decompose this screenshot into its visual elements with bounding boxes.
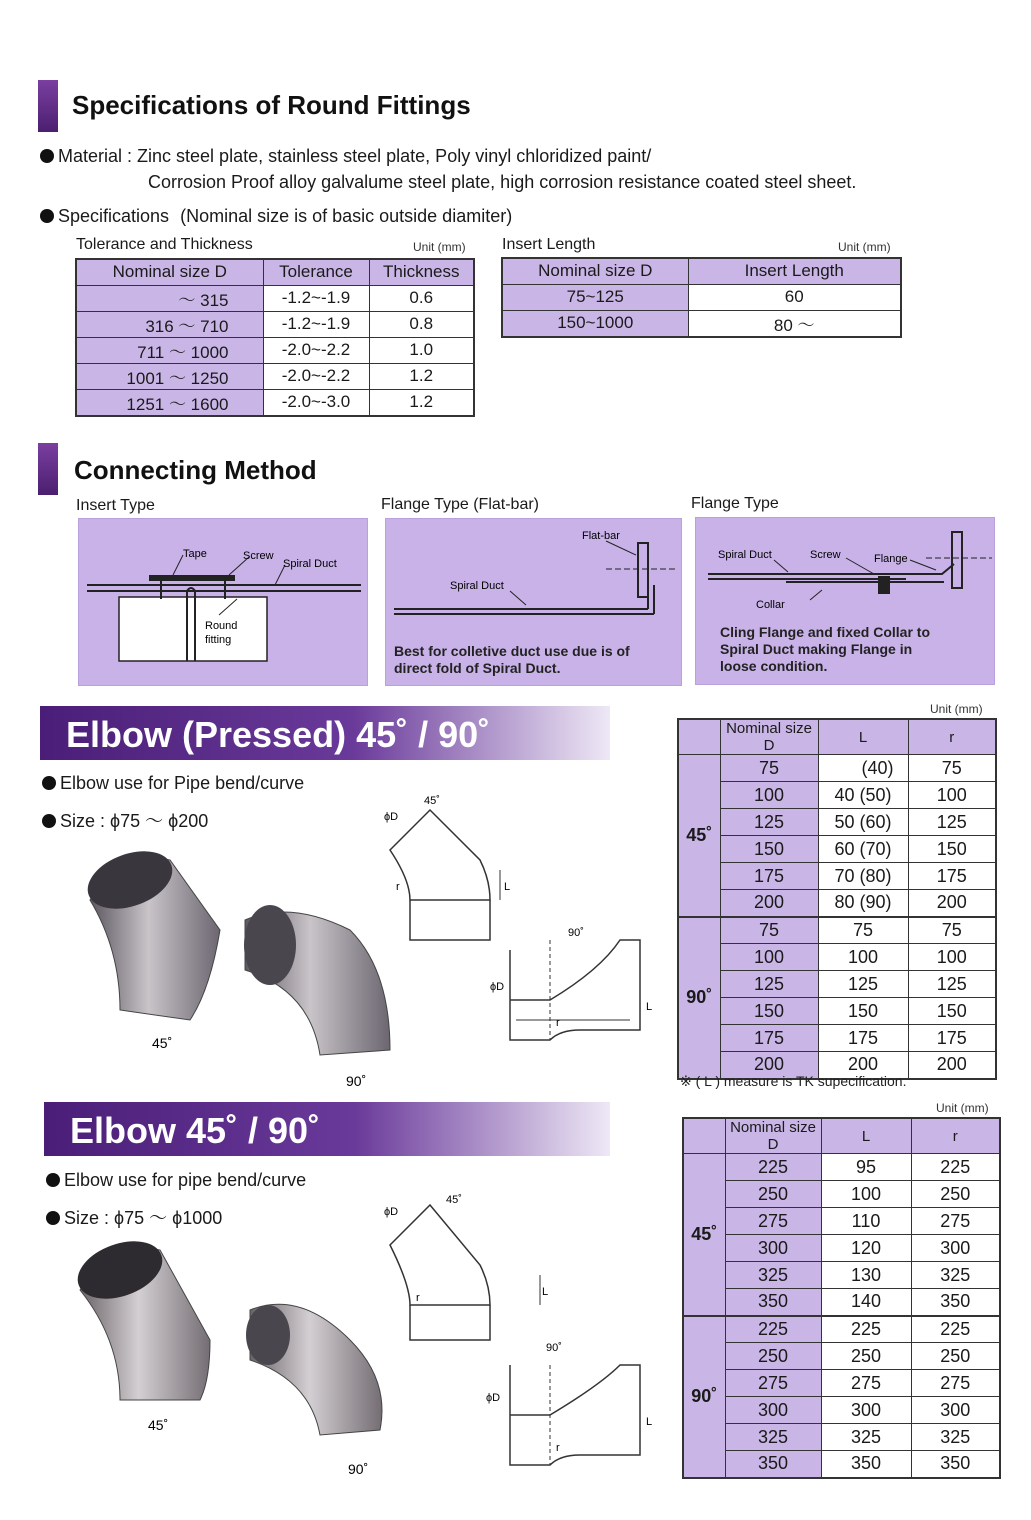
cell-nominal: 350 xyxy=(725,1451,821,1478)
dim-r: r xyxy=(556,1442,560,1454)
col-nominal-size: Nominal size D xyxy=(76,259,263,285)
elbow-unit: Unit (mm) xyxy=(936,1101,989,1115)
spec-label: Specifications xyxy=(58,206,170,226)
col-nominal-size: Nominal size D xyxy=(725,1118,821,1154)
caption-line: Spiral Duct making Flange in xyxy=(720,641,913,657)
cell-nominal: 175 xyxy=(720,1025,818,1052)
cell-nominal: 250 xyxy=(725,1181,821,1208)
col-nominal-size: Nominal size D xyxy=(502,258,688,284)
dim-90: 90˚ xyxy=(546,1342,562,1354)
table-row xyxy=(502,310,901,337)
cell-nominal: 350 xyxy=(725,1289,821,1316)
bullet-icon xyxy=(42,776,56,790)
table-header-row xyxy=(678,719,996,755)
elbow-pressed-title: Elbow (Pressed) 45˚ / 90˚ xyxy=(66,714,491,755)
cell-r: 300 xyxy=(911,1235,1000,1262)
table-row xyxy=(683,1235,1000,1262)
cell-l: 300 xyxy=(821,1397,911,1424)
bullet-icon xyxy=(40,209,54,223)
cell-r: 200 xyxy=(908,1052,996,1079)
callout-screw: Screw xyxy=(243,550,274,562)
callout-tape: Tape xyxy=(183,548,207,560)
elbow-pressed-photo xyxy=(70,840,400,1090)
tolerance-table xyxy=(75,258,475,417)
cell-r: 150 xyxy=(908,836,996,863)
table-row xyxy=(678,836,996,863)
flange-flatbar-label: Flange Type (Flat-bar) xyxy=(381,496,539,513)
cell-l: 60 (70) xyxy=(818,836,908,863)
label-45: 45˚ xyxy=(152,1035,173,1051)
bullet-icon xyxy=(46,1173,60,1187)
cell-nominal: 100 xyxy=(720,782,818,809)
cell-l: 80 (90) xyxy=(818,890,908,917)
cell-r: 275 xyxy=(911,1370,1000,1397)
table-row xyxy=(683,1424,1000,1451)
bullet-icon xyxy=(42,814,56,828)
cell-l: 350 xyxy=(821,1451,911,1478)
table-header-row xyxy=(502,258,901,284)
elbow-pressed-dimension-drawing xyxy=(370,790,670,1090)
table-row xyxy=(683,1370,1000,1397)
table-row xyxy=(683,1316,1000,1343)
section-title-connecting-method: Connecting Method xyxy=(74,455,317,485)
cell-l: 250 xyxy=(821,1343,911,1370)
bullet-icon xyxy=(40,149,54,163)
elbow-banner xyxy=(44,1102,610,1156)
table-row xyxy=(678,998,996,1025)
col-angle xyxy=(683,1118,725,1154)
cell-l: 70 (80) xyxy=(818,863,908,890)
cell-nominal: 75 xyxy=(720,755,818,782)
elbow-dimension-drawing xyxy=(370,1185,670,1485)
flange-flatbar-caption xyxy=(394,643,630,677)
insert-type-drawing xyxy=(79,519,369,687)
cell-r: 250 xyxy=(911,1181,1000,1208)
table-row xyxy=(678,944,996,971)
cell-r: 275 xyxy=(911,1208,1000,1235)
cell-thickness: 1.2 xyxy=(369,389,474,416)
flange-type-label: Flange Type xyxy=(691,495,779,512)
dim-45: 45˚ xyxy=(446,1194,462,1206)
cell-thickness: 1.2 xyxy=(369,363,474,389)
cell-r: 200 xyxy=(908,890,996,917)
table-row xyxy=(76,311,474,337)
cell-nominal: 150 xyxy=(720,836,818,863)
cell-nominal: 316 ～ 710 xyxy=(76,311,263,337)
cell-l: 175 xyxy=(818,1025,908,1052)
cell-thickness: 1.0 xyxy=(369,337,474,363)
cell-r: 125 xyxy=(908,971,996,998)
table-row xyxy=(76,389,474,416)
table-row xyxy=(502,284,901,310)
cell-tolerance: -1.2~-1.9 xyxy=(263,311,369,337)
col-l: L xyxy=(821,1118,911,1154)
cell-r: 350 xyxy=(911,1289,1000,1316)
callout-spiral-duct: Spiral Duct xyxy=(450,580,504,592)
material-text-1: Zinc steel plate, stainless steel plate, Poly vinyl chloridized paint/ xyxy=(137,146,652,166)
cell-nominal: ～ 315 xyxy=(76,285,263,311)
callout-screw: Screw xyxy=(810,549,841,561)
angle-45-cell: 45˚ xyxy=(683,1154,725,1316)
table-row xyxy=(678,755,996,782)
cell-nominal: 75~125 xyxy=(502,284,688,310)
dim-r: r xyxy=(416,1292,420,1304)
label-90: 90˚ xyxy=(348,1461,369,1477)
label-90: 90˚ xyxy=(346,1073,367,1089)
elbow-pressed-footnote: ※ ( L ) measure is TK supecification. xyxy=(680,1073,907,1089)
cell-r: 225 xyxy=(911,1154,1000,1181)
table-row xyxy=(683,1181,1000,1208)
elbow-pressed-banner xyxy=(40,706,610,760)
cell-tolerance: -2.0~-3.0 xyxy=(263,389,369,416)
cell-nominal: 75 xyxy=(720,917,818,944)
cell-nominal: 300 xyxy=(725,1235,821,1262)
table-row xyxy=(683,1451,1000,1478)
spec-note: (Nominal size is of basic outside diamiter) xyxy=(180,206,513,226)
cell-l: 130 xyxy=(821,1262,911,1289)
cell-nominal: 125 xyxy=(720,971,818,998)
cell-nominal: 275 xyxy=(725,1370,821,1397)
elbow-bullet-1 xyxy=(46,1170,306,1191)
cell-nominal: 225 xyxy=(725,1316,821,1343)
cell-nominal: 250 xyxy=(725,1343,821,1370)
callout-spiral-duct: Spiral Duct xyxy=(718,549,772,561)
callout-flange: Flange xyxy=(874,553,908,565)
dim-l: L xyxy=(646,1416,653,1428)
cell-l: 120 xyxy=(821,1235,911,1262)
cell-r: 350 xyxy=(911,1451,1000,1478)
cell-l: 110 xyxy=(821,1208,911,1235)
elbow-bullet-2 xyxy=(46,1204,222,1230)
table-row xyxy=(678,890,996,917)
specifications-line xyxy=(40,206,512,227)
cell-nominal: 325 xyxy=(725,1262,821,1289)
cell-r: 250 xyxy=(911,1343,1000,1370)
dim-l: L xyxy=(504,881,511,893)
cell-r: 100 xyxy=(908,782,996,809)
cell-l: 275 xyxy=(821,1370,911,1397)
cell-l: 95 xyxy=(821,1154,911,1181)
cell-r: 75 xyxy=(908,917,996,944)
material-text-2: Corrosion Proof alloy galvalume steel plate, high corrosion resistance coated steel sheet. xyxy=(148,172,857,192)
insert-length-title: Insert Length xyxy=(502,236,596,253)
table-row xyxy=(76,363,474,389)
angle-90-cell: 90˚ xyxy=(678,917,720,1079)
cell-nominal: 711 ～ 1000 xyxy=(76,337,263,363)
elbow-photo xyxy=(70,1230,400,1480)
table-row xyxy=(683,1154,1000,1181)
callout-round: Round xyxy=(205,620,238,632)
table-row xyxy=(683,1208,1000,1235)
cell-thickness: 0.8 xyxy=(369,311,474,337)
cell-tolerance: -2.0~-2.2 xyxy=(263,363,369,389)
caption-line: direct fold of Spiral Duct. xyxy=(394,660,561,676)
table-row xyxy=(683,1397,1000,1424)
insert-type-label: Insert Type xyxy=(76,497,155,514)
dim-phi-d: ϕD xyxy=(490,981,505,993)
label-45: 45˚ xyxy=(148,1417,169,1433)
caption-line: loose condition. xyxy=(720,658,828,674)
elbow-pressed-bullet-1 xyxy=(42,773,304,794)
table-row xyxy=(76,285,474,311)
cell-tolerance: -1.2~-1.9 xyxy=(263,285,369,311)
bullet-text: Size : ϕ75 ～ ϕ1000 xyxy=(64,1208,223,1228)
cell-r: 150 xyxy=(908,998,996,1025)
col-thickness: Thickness xyxy=(369,259,474,285)
bullet-text: Elbow use for pipe bend/curve xyxy=(64,1170,307,1190)
cell-l: 150 xyxy=(818,998,908,1025)
table-row xyxy=(678,1025,996,1052)
table-row xyxy=(683,1289,1000,1316)
cell-l: 200 xyxy=(818,1052,908,1079)
table-row xyxy=(76,337,474,363)
table-header-row xyxy=(76,259,474,285)
flange-type-diagram xyxy=(695,517,995,685)
cell-r: 225 xyxy=(911,1316,1000,1343)
table-row xyxy=(683,1343,1000,1370)
cell-nominal: 1251 ～ 1600 xyxy=(76,389,263,416)
tolerance-unit: Unit (mm) xyxy=(413,240,466,254)
table-row xyxy=(678,782,996,809)
table-row xyxy=(678,863,996,890)
cell-nominal: 100 xyxy=(720,944,818,971)
section-marker xyxy=(38,443,58,495)
dim-r: r xyxy=(556,1017,560,1029)
dim-l: L xyxy=(646,1001,653,1013)
cell-nominal: 325 xyxy=(725,1424,821,1451)
flange-flatbar-diagram xyxy=(385,518,682,686)
material-line xyxy=(40,146,651,167)
dim-r: r xyxy=(396,881,400,893)
col-tolerance: Tolerance xyxy=(263,259,369,285)
bullet-text: Size : ϕ75 ～ ϕ200 xyxy=(60,811,209,831)
dim-phi-d: ϕD xyxy=(486,1392,501,1404)
table-row xyxy=(683,1262,1000,1289)
angle-90-cell: 90˚ xyxy=(683,1316,725,1478)
cell-insert-length: 80 ～ xyxy=(688,310,901,337)
material-label: Material : xyxy=(58,146,138,166)
cell-l: 75 xyxy=(818,917,908,944)
caption-line: Cling Flange and fixed Collar to xyxy=(720,624,931,640)
cell-insert-length: 60 xyxy=(688,284,901,310)
dim-phi-d: ϕD xyxy=(384,811,399,823)
cell-nominal: 300 xyxy=(725,1397,821,1424)
insert-length-unit: Unit (mm) xyxy=(838,240,891,254)
cell-l: 50 (60) xyxy=(818,809,908,836)
cell-nominal: 1001 ～ 1250 xyxy=(76,363,263,389)
tolerance-title: Tolerance and Thickness xyxy=(76,236,253,253)
cell-l: 40 (50) xyxy=(818,782,908,809)
cell-l: 125 xyxy=(818,971,908,998)
cell-r: 325 xyxy=(911,1262,1000,1289)
callout-flat-bar: Flat-bar xyxy=(582,530,620,542)
dim-phi-d: ϕD xyxy=(384,1206,399,1218)
elbow-pressed-table xyxy=(677,718,997,1080)
callout-collar: Collar xyxy=(756,599,785,611)
table-header-row xyxy=(683,1118,1000,1154)
dim-l: L xyxy=(542,1286,549,1298)
table-row xyxy=(678,917,996,944)
elbow-title: Elbow 45˚ / 90˚ xyxy=(70,1110,321,1151)
cell-nominal: 225 xyxy=(725,1154,821,1181)
cell-l: 100 xyxy=(821,1181,911,1208)
cell-l: (40) xyxy=(818,755,908,782)
insert-type-diagram xyxy=(78,518,368,686)
cell-r: 175 xyxy=(908,863,996,890)
table-row xyxy=(678,809,996,836)
cell-nominal: 175 xyxy=(720,863,818,890)
col-r: r xyxy=(908,719,996,755)
insert-length-table xyxy=(501,257,902,338)
caption-line: Best for colletive duct use due is of xyxy=(394,643,630,659)
col-insert-length: Insert Length xyxy=(688,258,901,284)
callout-fitting: fitting xyxy=(205,634,232,646)
col-r: r xyxy=(911,1118,1000,1154)
cell-r: 75 xyxy=(908,755,996,782)
cell-nominal: 275 xyxy=(725,1208,821,1235)
cell-r: 125 xyxy=(908,809,996,836)
cell-r: 325 xyxy=(911,1424,1000,1451)
elbow-table xyxy=(682,1117,1001,1479)
angle-45-cell: 45˚ xyxy=(678,755,720,917)
cell-nominal: 150~1000 xyxy=(502,310,688,337)
cell-l: 140 xyxy=(821,1289,911,1316)
cell-l: 325 xyxy=(821,1424,911,1451)
elbow-pressed-unit: Unit (mm) xyxy=(930,702,983,716)
bullet-icon xyxy=(46,1211,60,1225)
cell-nominal: 200 xyxy=(720,1052,818,1079)
elbow-pressed-bullet-2 xyxy=(42,807,208,833)
cell-nominal: 125 xyxy=(720,809,818,836)
cell-nominal: 200 xyxy=(720,890,818,917)
cell-tolerance: -2.0~-2.2 xyxy=(263,337,369,363)
dim-45: 45˚ xyxy=(424,795,440,807)
dim-90: 90˚ xyxy=(568,927,584,939)
col-l: L xyxy=(818,719,908,755)
col-nominal-size: Nominal size D xyxy=(720,719,818,755)
cell-thickness: 0.6 xyxy=(369,285,474,311)
section-title-specifications: Specifications of Round Fittings xyxy=(72,90,471,120)
table-row xyxy=(678,971,996,998)
callout-spiral-duct: Spiral Duct xyxy=(283,558,337,570)
cell-r: 300 xyxy=(911,1397,1000,1424)
flange-type-caption xyxy=(720,624,930,675)
cell-r: 175 xyxy=(908,1025,996,1052)
cell-l: 100 xyxy=(818,944,908,971)
section-marker xyxy=(38,80,58,132)
cell-r: 100 xyxy=(908,944,996,971)
col-angle xyxy=(678,719,720,755)
cell-l: 225 xyxy=(821,1316,911,1343)
cell-nominal: 150 xyxy=(720,998,818,1025)
bullet-text: Elbow use for Pipe bend/curve xyxy=(60,773,305,793)
